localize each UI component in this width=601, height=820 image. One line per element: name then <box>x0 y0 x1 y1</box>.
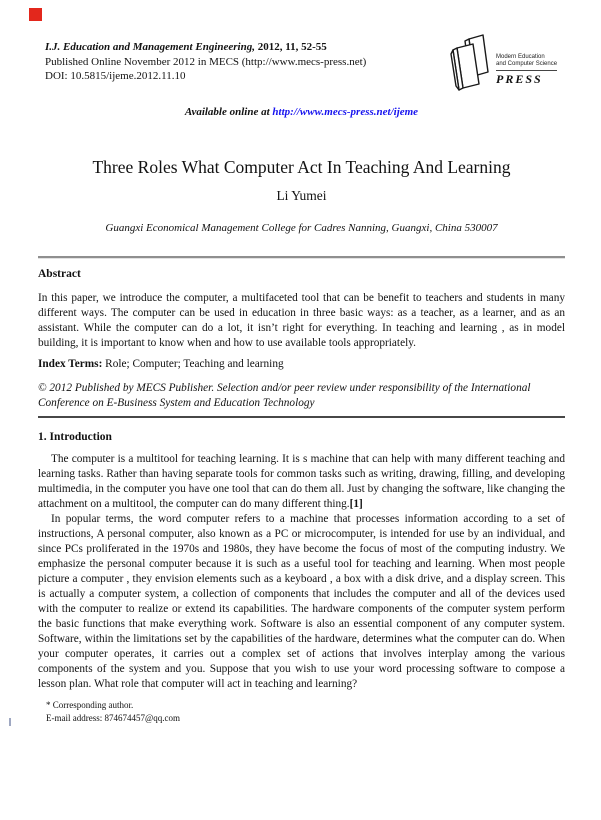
logo-publisher-name <box>496 54 557 71</box>
available-online-line <box>38 106 565 118</box>
corresponding-author-note: * Corresponding author. <box>46 700 134 710</box>
copyright-notice: © 2012 Published by MECS Publisher. Selection and/or peer review under responsibility of the International Conference on E-Business System and Education Technology <box>38 382 531 409</box>
logo-press-label: PRESS <box>496 71 543 86</box>
introduction-paragraph-1 <box>38 452 565 512</box>
divider-section <box>38 416 565 418</box>
index-terms-label: Index Terms: <box>38 358 103 370</box>
doi-line: DOI: 10.5815/ijeme.2012.11.10 <box>45 70 186 82</box>
journal-title: I.J. Education and Management Engineering, <box>45 41 255 53</box>
introduction-paragraph-2: In popular terms, the word computer refers to a machine that processes information according to a set of instructions, A personal computer, also known as a PC or microcomputer, is intended for use by an individual, and since PCs proliferated in the 1970s and 1980s, they have become the focus of most of the computing industry. We emphasize the personal computer because it is such as a useful tool for teaching and learning. When most people picture a computer , they envision elements such as a keyboard , a box with a disk drive, and a display screen. This is actually a computer system, a collection of components that includes the computer and all of the devices used with the computer to realize or extend its capabilities. The hardware components of the computer system perform the basic functions that make everything work. Software is also an essential component of any computer system. Software, within the limitations set by the capabilities of the hardware, determines what the computer can do. When your computer operates, it carries out a complex set of actions that involves interplay among the various components of the system and you. Suppose that you wish to use your word processing software to compose a lesson plan. What role that computer will act in teaching and learning? <box>38 513 565 690</box>
abstract-heading: Abstract <box>38 268 81 280</box>
books-icon <box>448 32 494 99</box>
paper-title: Three Roles What Computer Act In Teaching And Learning <box>92 157 511 177</box>
citation-ref-1: [1] <box>349 498 363 510</box>
available-online-link[interactable]: http://www.mecs-press.net/ijeme <box>272 106 419 118</box>
abstract-text: In this paper, we introduce the computer, a multifaceted tool that can be benefit to teachers and students in many different ways. The computer can be used in education in three basic ways: as a teacher, as a learner, and as an assistant. While the computer can do a lot, it isn’t right for everything. In teaching and learning , as in model building, it is important to know when and how to use available tools appropriately. <box>38 292 565 349</box>
journal-issue: 2012, 11, 52-55 <box>254 41 327 53</box>
footnote-block <box>46 699 346 725</box>
logo-name-line2: and Computer Science <box>496 60 558 67</box>
journal-header <box>45 40 475 84</box>
author-affiliation: Guangxi Economical Management College for Cadres Nanning, Guangxi, China 530007 <box>105 222 498 234</box>
available-online-prefix: Available online at <box>184 106 273 118</box>
email-note: E-mail address: 874674457@qq.com <box>46 713 181 723</box>
author-name: Li Yumei <box>276 188 327 203</box>
margin-tick-mark <box>9 718 11 726</box>
divider-top <box>38 256 565 259</box>
logo-text-block <box>496 44 557 87</box>
introduction-paragraph-1-text: The computer is a multitool for teaching learning. It is s machine that can help with many different teaching and learning tasks. Rather than having separate tools for common tasks such as writing, drawing, filling, and developing multimedia, in the computer you have one tool that can do them all. Just by changing the software, like changing the attachment on a multitool, the computer can do many different thing. <box>38 453 565 510</box>
logo-name-line1: Modern Education <box>496 53 545 60</box>
introduction-heading: 1. Introduction <box>38 431 112 443</box>
published-online-line: Published Online November 2012 in MECS (http://www.mecs-press.net) <box>45 55 367 68</box>
red-square-marker <box>29 8 42 21</box>
index-terms-value: Role; Computer; Teaching and learning <box>102 358 284 370</box>
introduction-body <box>38 452 565 692</box>
journal-citation-line <box>45 40 475 55</box>
mecs-press-logo <box>448 32 586 98</box>
index-terms-line <box>38 358 565 370</box>
